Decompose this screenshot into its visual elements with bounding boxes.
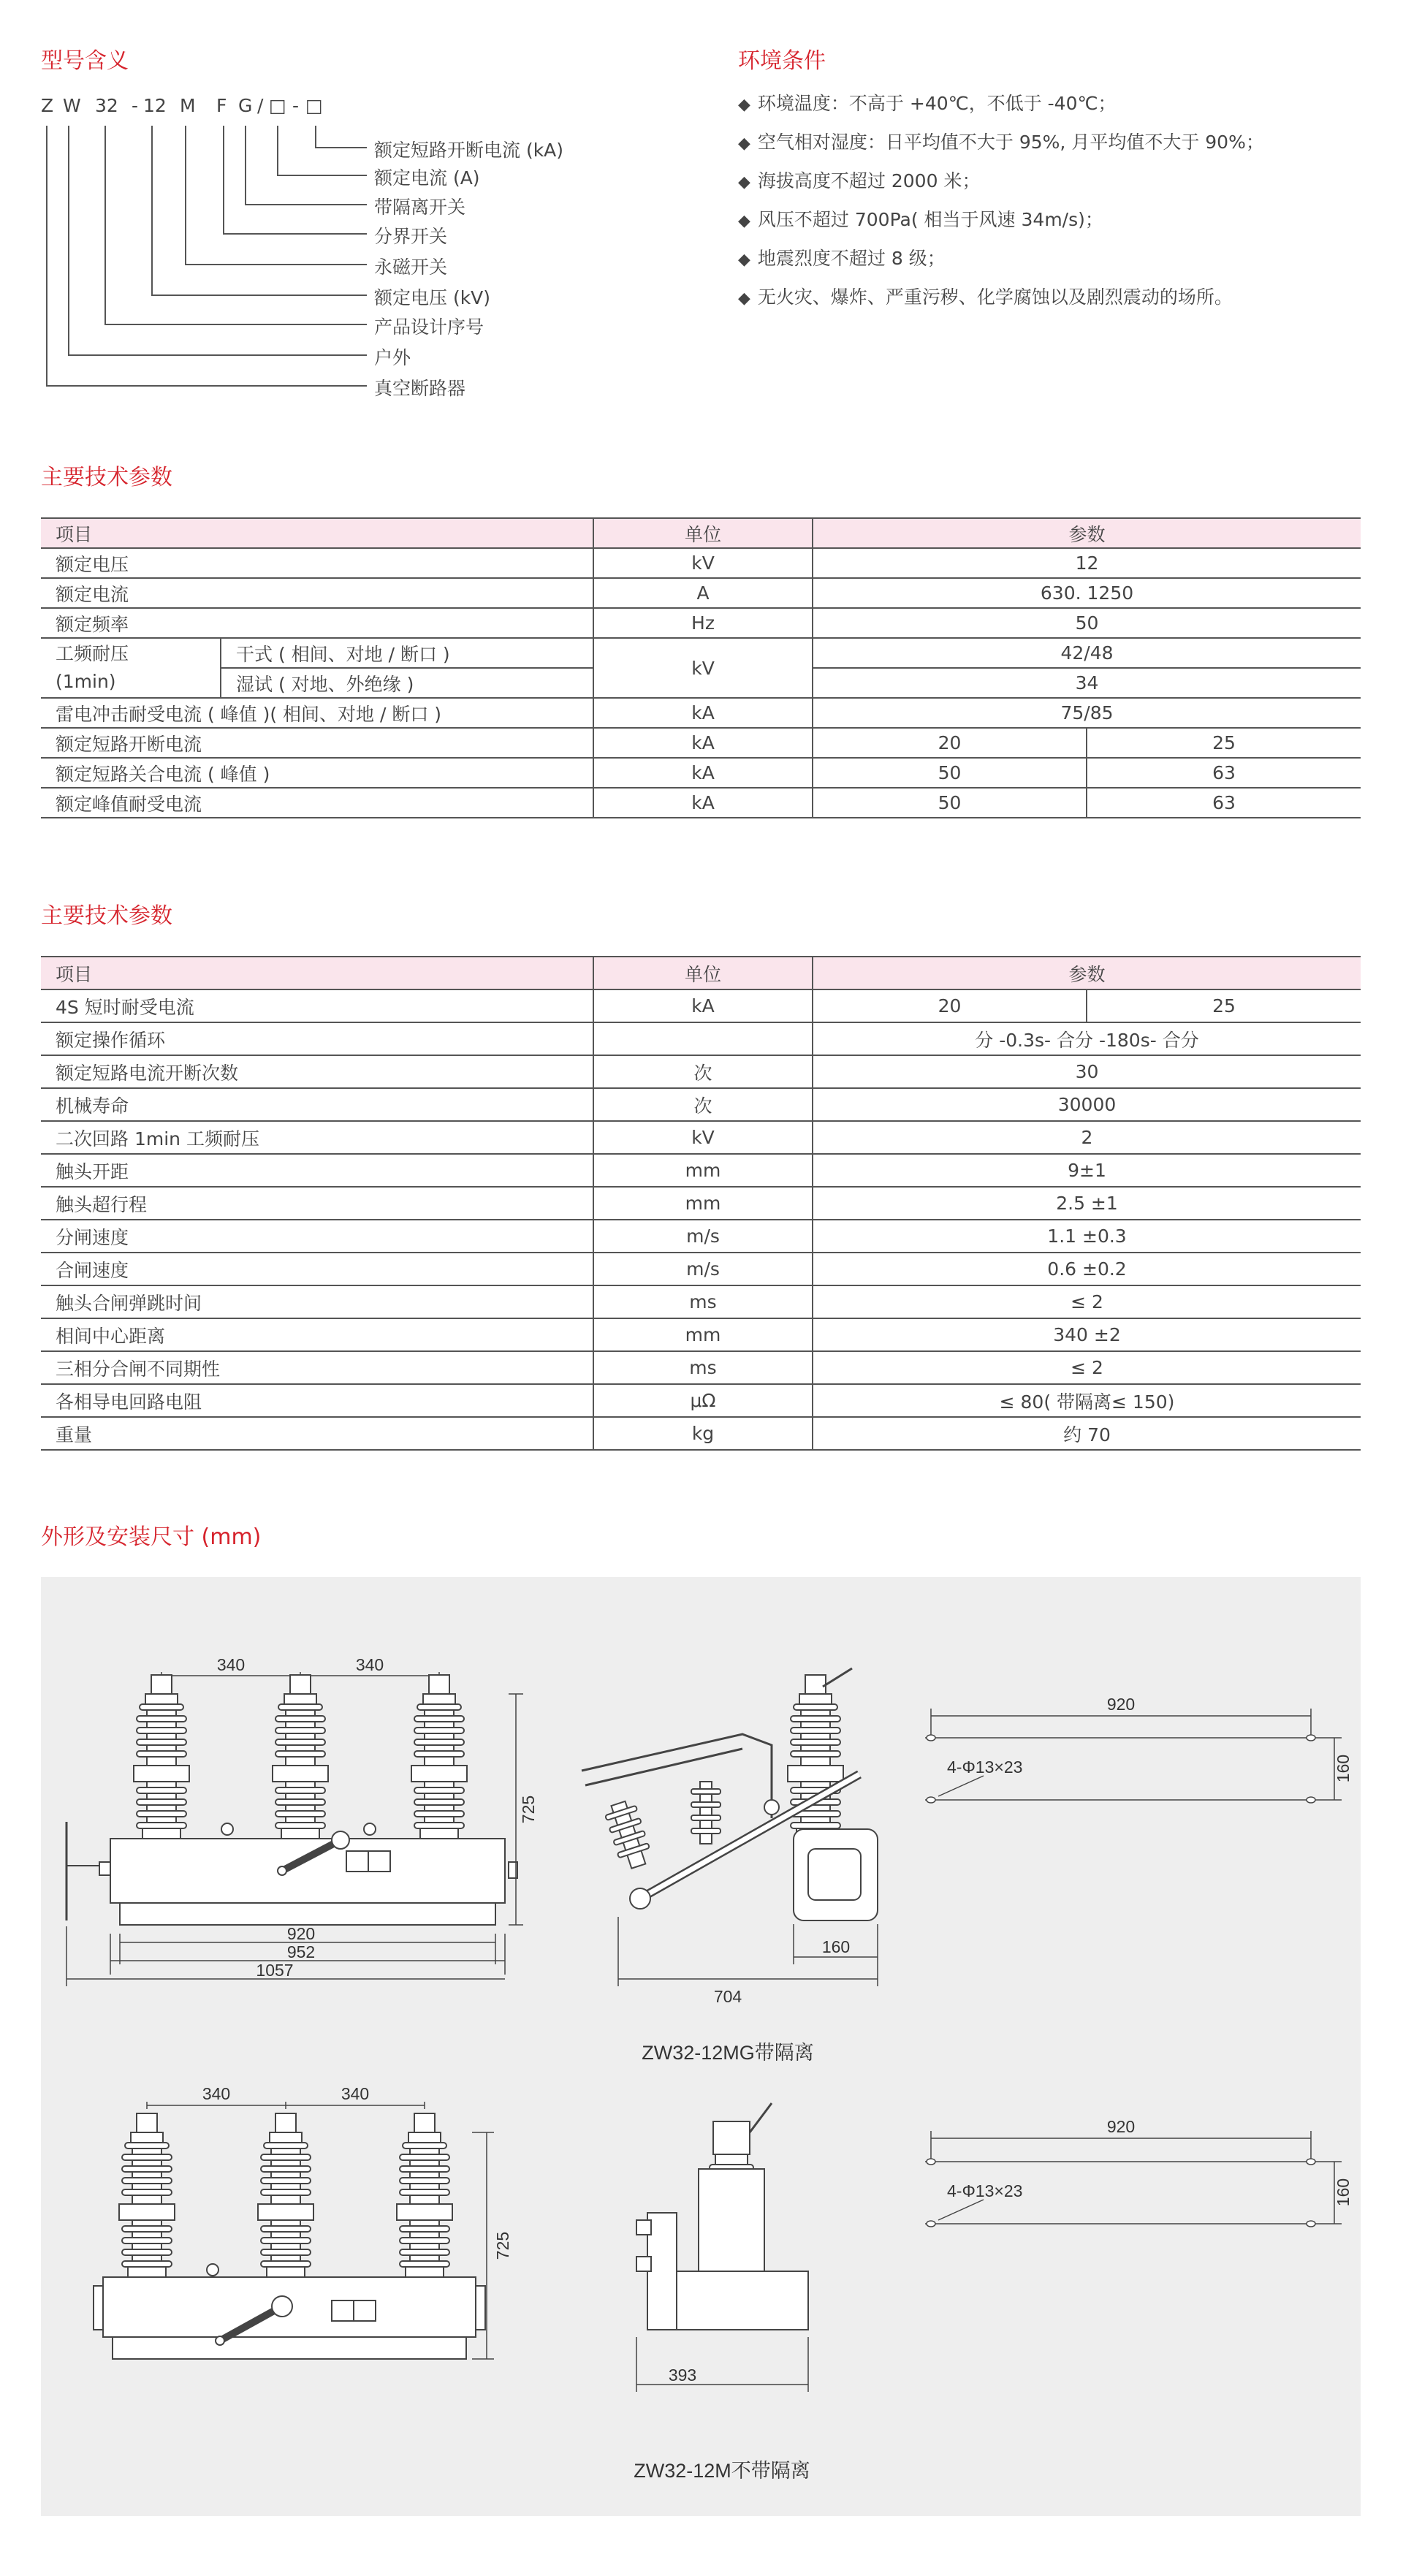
cell-item: 触头开距	[41, 1154, 593, 1187]
cell-item: 触头合闸弹跳时间	[41, 1285, 593, 1318]
cell-unit: mm	[593, 1318, 813, 1351]
legend-label: 额定电压 (kV)	[374, 287, 491, 308]
dim-width: 952	[286, 1942, 316, 1961]
cell-value: 30	[813, 1055, 1361, 1088]
table-row	[41, 1088, 1361, 1121]
table-row	[41, 1121, 1361, 1154]
cell-value: 34	[813, 668, 1361, 698]
legend-label: 户外	[374, 347, 411, 368]
dimensions-title: 外形及安装尺寸 (mm)	[41, 1524, 262, 1550]
dim-base: 160	[821, 1937, 851, 1956]
cell-value: 25	[1087, 989, 1361, 1022]
dimension-drawings	[41, 1577, 1361, 2516]
cell-value: ≤ 80( 带隔离≤ 150)	[813, 1384, 1361, 1417]
cell-item: 额定短路电流开断次数	[41, 1055, 593, 1088]
cell-value: 20	[813, 728, 1087, 758]
cell-unit: mm	[593, 1187, 813, 1220]
dim-holes: 4-Φ13×23	[947, 1758, 1023, 1777]
front-view-with-isolation	[66, 1655, 538, 1986]
dim-pitch: 340	[341, 2084, 370, 2103]
cell-value: 50	[813, 788, 1087, 818]
cell-value: 42/48	[813, 638, 1361, 668]
cell-item: 触头超行程	[41, 1187, 593, 1220]
side-view-with-isolation	[582, 1668, 878, 2064]
legend-label: 永磁开关	[374, 257, 448, 278]
cell-item: 雷电冲击耐受电流 ( 峰值 )( 相间、对地 / 断口 )	[41, 698, 593, 728]
table-row	[41, 1351, 1361, 1384]
cell-unit: kA	[593, 788, 813, 818]
dim-pitch: 340	[355, 1655, 384, 1674]
table-row	[41, 698, 1361, 728]
cell-unit: kA	[593, 758, 813, 788]
header-item: 项目	[41, 518, 593, 548]
cell-unit: kg	[593, 1417, 813, 1450]
cell-value: 63	[1087, 788, 1361, 818]
dim-plan-depth: 160	[1334, 1754, 1353, 1783]
dim-width: 920	[286, 1924, 316, 1943]
cell-value: 50	[813, 608, 1361, 638]
cell-value: 9±1	[813, 1154, 1361, 1187]
table-row	[41, 1055, 1361, 1088]
legend-label: 额定电流 (A)	[374, 167, 480, 189]
cell-value: 75/85	[813, 698, 1361, 728]
dim-plan-depth: 160	[1334, 2178, 1353, 2207]
table1-title: 主要技术参数	[41, 465, 172, 490]
header-param: 参数	[813, 518, 1361, 548]
caption-with-isolation: ZW32-12MG带隔离	[642, 2042, 814, 2064]
table-row	[41, 638, 1361, 668]
cell-item: 额定峰值耐受电流	[41, 788, 593, 818]
cell-unit: μΩ	[593, 1384, 813, 1417]
code-char: /	[257, 95, 264, 116]
table-row	[41, 1022, 1361, 1055]
cell-unit: ms	[593, 1351, 813, 1384]
dim-pitch: 340	[202, 2084, 231, 2103]
environment-item: ◆ 地震烈度不超过 8 级；	[738, 244, 1381, 283]
header-item: 项目	[41, 957, 593, 989]
dim-side-width: 393	[668, 2366, 697, 2385]
cell-item: 重量	[41, 1417, 593, 1450]
cell-item: 机械寿命	[41, 1088, 593, 1121]
cell-item-line: (1min)	[56, 671, 116, 692]
mounting-plan-bottom	[925, 2117, 1353, 2227]
table-row	[41, 548, 1361, 578]
cell-item: 额定短路关合电流 ( 峰值 )	[41, 758, 593, 788]
code-char: F	[216, 95, 227, 116]
table-row	[41, 1187, 1361, 1220]
dim-height: 725	[519, 1795, 538, 1824]
code-char: □	[269, 95, 286, 116]
cell-unit: kV	[593, 548, 813, 578]
cell-unit: 次	[593, 1088, 813, 1121]
code-char: -	[292, 95, 300, 116]
table-row	[41, 989, 1361, 1022]
cell-item: 额定电压	[41, 548, 593, 578]
cell-value: ≤ 2	[813, 1351, 1361, 1384]
code-char: Z	[41, 95, 54, 116]
environment-title: 环境条件	[738, 48, 826, 74]
cell-unit: m/s	[593, 1220, 813, 1253]
cell-item: 额定电流	[41, 578, 593, 608]
table-row	[41, 758, 1361, 788]
cell-unit: kA	[593, 989, 813, 1022]
table-row	[41, 578, 1361, 608]
cell-item: 三相分合闸不同期性	[41, 1351, 593, 1384]
cell-value: 分 -0.3s- 合分 -180s- 合分	[813, 1022, 1361, 1055]
cell-item: 各相导电回路电阻	[41, 1384, 593, 1417]
model-code-legend	[41, 89, 626, 418]
table-row	[41, 608, 1361, 638]
legend-label: 带隔离开关	[374, 197, 466, 218]
cell-value: 2	[813, 1121, 1361, 1154]
dim-height: 725	[493, 2231, 512, 2260]
cell-unit	[593, 1022, 813, 1055]
cell-item: 分闸速度	[41, 1220, 593, 1253]
dim-side-width: 704	[713, 1987, 742, 2006]
legend-label: 分界开关	[374, 226, 448, 247]
cell-unit: mm	[593, 1154, 813, 1187]
cell-item	[41, 638, 221, 698]
cell-value: 63	[1087, 758, 1361, 788]
table-row	[41, 1154, 1361, 1187]
cell-unit: Hz	[593, 608, 813, 638]
legend-label: 额定短路开断电流 (kA)	[374, 140, 564, 161]
cell-value: 0.6 ±0.2	[813, 1253, 1361, 1285]
cell-item: 额定频率	[41, 608, 593, 638]
code-char: M	[180, 95, 196, 116]
side-view-without-isolation	[634, 2103, 810, 2482]
code-char: -	[132, 95, 139, 116]
environment-item: ◆ 海拔高度不超过 2000 米；	[738, 167, 1381, 205]
cell-subitem: 湿试 ( 对地、外绝缘 )	[221, 668, 593, 698]
cell-unit: kA	[593, 728, 813, 758]
environment-item: ◆ 环境温度：不高于 +40℃，不低于 -40℃；	[738, 89, 1381, 128]
cell-value: 630. 1250	[813, 578, 1361, 608]
cell-unit: kV	[593, 1121, 813, 1154]
dim-plan-width: 920	[1106, 2117, 1136, 2136]
table-row	[41, 1384, 1361, 1417]
table-row	[41, 728, 1361, 758]
cell-unit: m/s	[593, 1253, 813, 1285]
dim-plan-width: 920	[1106, 1695, 1136, 1714]
cell-value: 2.5 ±1	[813, 1187, 1361, 1220]
cell-value: 25	[1087, 728, 1361, 758]
header-param: 参数	[813, 957, 1361, 989]
code-char: 32	[95, 95, 118, 116]
dimension-drawings-panel	[41, 1577, 1361, 2516]
cell-item-line: 工频耐压	[56, 643, 129, 664]
code-char: 12	[143, 95, 167, 116]
cell-unit: kA	[593, 698, 813, 728]
cell-value: 20	[813, 989, 1087, 1022]
cell-item: 额定短路开断电流	[41, 728, 593, 758]
environment-item: ◆ 风压不超过 700Pa( 相当于风速 34m/s)；	[738, 205, 1381, 244]
cell-item: 额定操作循环	[41, 1022, 593, 1055]
code-char: G	[238, 95, 253, 116]
spec-table-1	[41, 517, 1361, 818]
dim-width: 1057	[256, 1961, 294, 1980]
cell-subitem: 干式 ( 相间、对地 / 断口 )	[221, 638, 593, 668]
cell-unit: 次	[593, 1055, 813, 1088]
header-unit: 单位	[593, 518, 813, 548]
code-char: □	[305, 95, 323, 116]
cell-unit: A	[593, 578, 813, 608]
table-row	[41, 1285, 1361, 1318]
table2-title: 主要技术参数	[41, 903, 172, 929]
table-row	[41, 788, 1361, 818]
environment-item: ◆ 无火灾、爆炸、严重污秽、化学腐蚀以及剧烈震动的场所。	[738, 283, 1381, 322]
code-char: W	[63, 95, 81, 116]
environment-list	[738, 89, 1381, 322]
cell-item: 相间中心距离	[41, 1318, 593, 1351]
caption-without-isolation: ZW32-12M不带隔离	[634, 2460, 810, 2482]
legend-label: 产品设计序号	[374, 316, 484, 338]
cell-unit: kV	[593, 638, 813, 698]
table-row	[41, 1220, 1361, 1253]
spec-table-2	[41, 956, 1361, 1451]
cell-value: ≤ 2	[813, 1285, 1361, 1318]
cell-value: 12	[813, 548, 1361, 578]
mounting-plan-top	[925, 1695, 1353, 1803]
cell-item: 二次回路 1min 工频耐压	[41, 1121, 593, 1154]
table-row	[41, 1318, 1361, 1351]
table-header-row	[41, 518, 1361, 548]
cell-value: 1.1 ±0.3	[813, 1220, 1361, 1253]
cell-value: 30000	[813, 1088, 1361, 1121]
cell-item: 合闸速度	[41, 1253, 593, 1285]
cell-value: 约 70	[813, 1417, 1361, 1450]
dim-pitch: 340	[216, 1655, 246, 1674]
front-view-without-isolation	[94, 2084, 512, 2359]
table-row	[41, 1253, 1361, 1285]
table-row	[41, 1417, 1361, 1450]
header-unit: 单位	[593, 957, 813, 989]
cell-value: 340 ±2	[813, 1318, 1361, 1351]
model-title: 型号含义	[41, 48, 129, 74]
dim-holes: 4-Φ13×23	[947, 2181, 1023, 2200]
cell-unit: ms	[593, 1285, 813, 1318]
cell-value: 50	[813, 758, 1087, 788]
table-header-row	[41, 957, 1361, 989]
environment-item: ◆ 空气相对湿度：日平均值不大于 95%, 月平均值不大于 90%；	[738, 128, 1381, 167]
legend-label: 真空断路器	[374, 378, 466, 399]
cell-item: 4S 短时耐受电流	[41, 989, 593, 1022]
